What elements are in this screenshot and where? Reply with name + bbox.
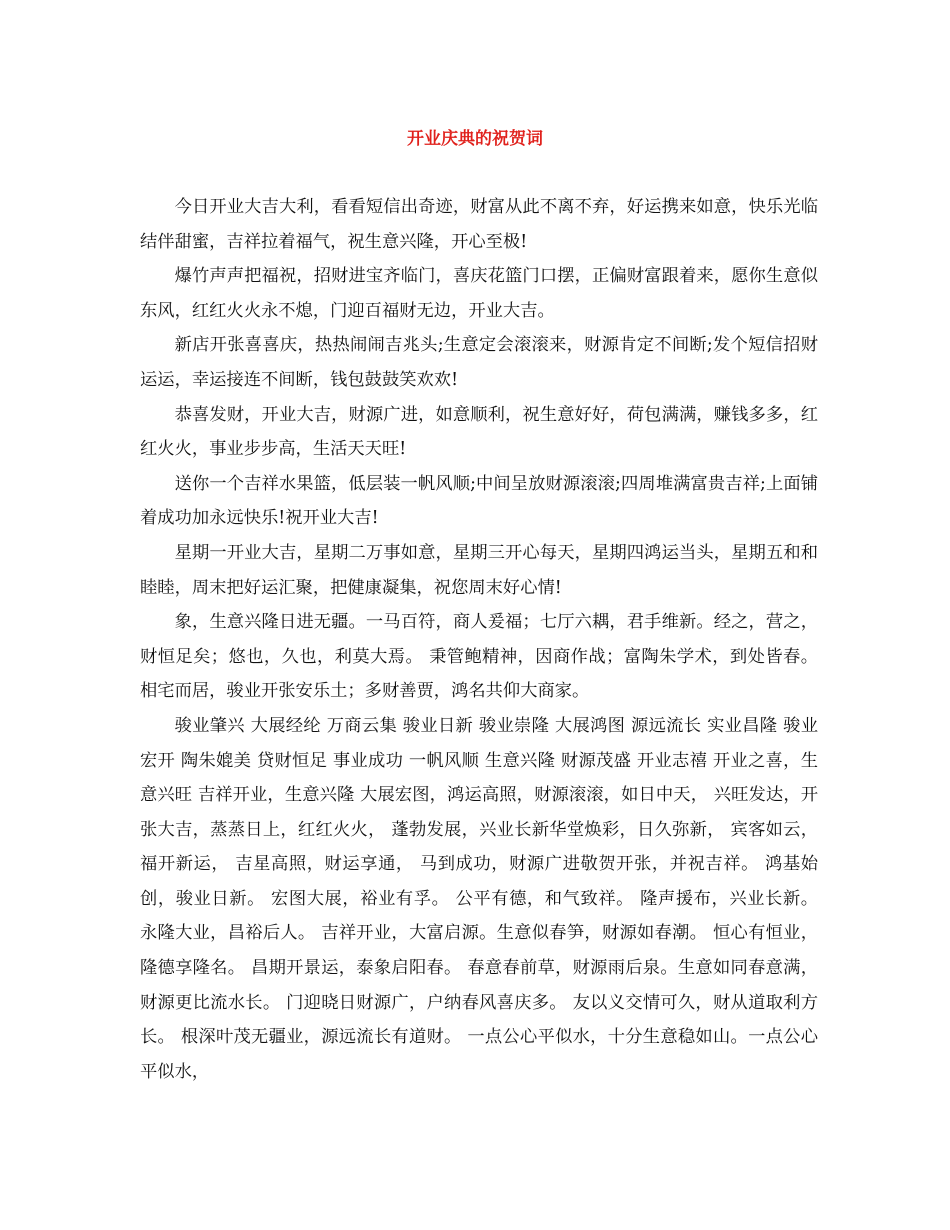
paragraph: 新店开张喜喜庆，热热闹闹吉兆头;生意定会滚滚来，财源肯定不间断;发个短信招财运运，幸运接连不间断，钱包鼓鼓笑欢欢! [140,335,818,390]
paragraph: 爆竹声声把福祝，招财进宝齐临门，喜庆花篮门口摆，正偏财富跟着来，愿你生意似东风，红红火火永不熄，门迎百福财无边，开业大吉。 [140,266,818,321]
paragraph: 恭喜发财，开业大吉，财源广进，如意顺利，祝生意好好，荷包满满，赚钱多多，红红火火，事业步步高，生活天天旺! [140,404,818,460]
paragraph: 象，生意兴隆日进无疆。一马百符，商人爰福；七厅六耦，君手维新。经之，营之，财恒足矣；悠也，久也，利莫大焉。 秉管鲍精神，因商作战；富陶朱学术，到处皆春。相宅而居，骏业开张安乐土；多财善贾，鸿名共仰大商家。 [140,612,818,702]
document-title: 开业庆典的祝贺词 [407,129,543,149]
paragraph: 星期一开业大吉，星期二万事如意，星期三开心每天，星期四鸿运当头，星期五和和睦睦，周末把好运汇聚，把健康凝集，祝您周末好心情! [140,542,818,598]
document-body [140,190,818,1089]
paragraph: 送你一个吉祥水果篮，低层装一帆风顺;中间呈放财源滚滚;四周堆满富贵吉祥;上面铺着成功加永远快乐!祝开业大吉! [140,473,818,529]
paragraph: 今日开业大吉大利，看看短信出奇迹，财富从此不离不弃，好运携来如意，快乐光临结伴甜蜜，吉祥拉着福气，祝生意兴隆，开心至极! [140,197,818,252]
paragraph: 骏业肇兴 大展经纶 万商云集 骏业日新 骏业崇隆 大展鸿图 源远流长 实业昌隆 骏业宏开 陶朱媲美 贷财恒足 事业成功 一帆风顺 生意兴隆 财源茂盛 开业志禧 开业之喜，生意兴旺 吉祥开业，生意兴隆 大展宏图，鸿运高照，财源滚滚，如日中天， 兴旺发达，开张大吉，蒸蒸日上，红红火火， 蓬勃发展，兴业长新华堂焕彩，日久弥新， 宾客如云，福开新运， 吉星高照，财运享通， 马到成功，财源广进敬贺开张，并祝吉祥。 鸿基始创，骏业日新。 宏图大展，裕业有孚。 公平有德，和气致祥。 隆声援布，兴业长新。 永隆大业，昌裕后人。 吉祥开业，大富启源。生意似春笋，财源如春潮。 恒心有恒业，隆德享隆名。 昌期开景运，泰象启阳春。 春意春前草，财源雨后泉。生意如同春意满，财源更比流水长。 门迎晓日财源广，户纳春风喜庆多。 友以义交情可久，财从道取利方长。 根深叶茂无疆业，源远流长有道财。 一点公心平似水，十分生意稳如山。一点公心平似水， [140,715,818,1082]
